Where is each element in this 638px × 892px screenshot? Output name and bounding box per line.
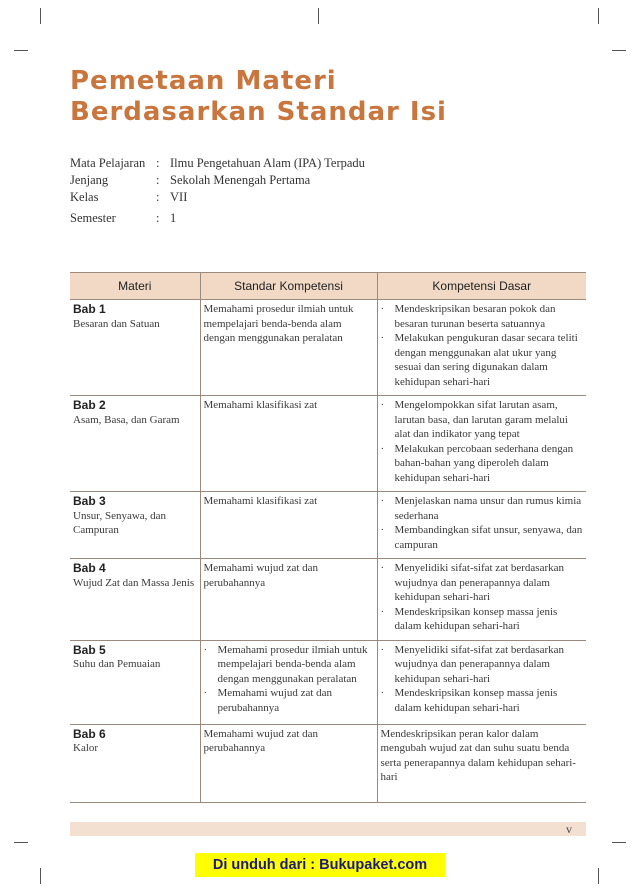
- bullet: ·: [380, 303, 385, 315]
- info-separator: :: [156, 173, 160, 187]
- kd-item: [381, 442, 584, 486]
- kd-text: Menyelidiki sifat-sifat zat berdasarkan wujudnya dan penerapannya dalam kehidupan sehari-hari: [394, 562, 565, 603]
- bullet: ·: [380, 399, 385, 411]
- bullet: ·: [380, 524, 385, 536]
- crop-mark: [14, 50, 28, 51]
- materi-cell: [70, 724, 200, 802]
- subject-info: [70, 155, 365, 227]
- page-title: [70, 66, 590, 128]
- kd-item: [381, 398, 584, 442]
- chapter-label: Bab 5: [73, 642, 106, 657]
- info-value: VII: [170, 190, 188, 204]
- kompetensi-dasar-cell: [377, 492, 586, 559]
- kd-item: [381, 331, 584, 389]
- kompetensi-dasar-cell: [377, 724, 586, 802]
- standar-kompetensi-cell: [200, 396, 377, 492]
- crop-mark: [40, 868, 41, 884]
- kd-text: Mendeskripsikan konsep massa jenis dalam kehidupan sehari-hari: [394, 605, 558, 632]
- info-separator: :: [156, 190, 160, 204]
- mapping-table: [70, 272, 586, 803]
- chapter-topic: Wujud Zat dan Massa Jenis: [73, 576, 195, 589]
- chapter-label: Bab 3: [73, 494, 106, 508]
- table-row: [70, 396, 586, 492]
- info-label: Mata Pelajaran: [70, 156, 146, 170]
- crop-mark: [598, 868, 599, 884]
- header-materi: Materi: [70, 273, 200, 300]
- kd-item: [381, 643, 584, 687]
- kd-text: Menyelidiki sifat-sifat zat berdasarkan wujudnya dan penerapannya dalam kehidupan sehari-hari: [394, 643, 565, 685]
- page-title-line: Berdasarkan Standar Isi: [70, 97, 447, 127]
- chapter-topic: Besaran dan Satuan: [73, 317, 160, 330]
- crop-mark: [318, 8, 319, 24]
- standar-kompetensi-cell: [200, 492, 377, 559]
- chapter-topic: Kalor: [73, 742, 99, 754]
- chapter-topic: Asam, Basa, dan Garam: [73, 413, 180, 426]
- kd-item: [381, 494, 584, 523]
- sk-item: [204, 643, 374, 687]
- sk-item: [204, 686, 374, 715]
- info-separator: :: [156, 156, 160, 170]
- bullet: ·: [380, 643, 385, 656]
- standar-kompetensi-cell: [200, 640, 377, 724]
- crop-mark: [598, 8, 599, 24]
- info-label: Jenjang: [70, 173, 109, 187]
- materi-cell: [70, 300, 200, 396]
- materi-cell: [70, 559, 200, 641]
- bullet: ·: [203, 687, 208, 699]
- chapter-label: Bab 1: [73, 302, 106, 316]
- bullet: ·: [380, 605, 385, 618]
- table-row: [70, 300, 586, 396]
- header-kompetensi-dasar: Kompetensi Dasar: [377, 273, 586, 300]
- chapter-label: Bab 2: [73, 398, 106, 412]
- standar-kompetensi-cell: [200, 559, 377, 641]
- info-row: [70, 172, 365, 189]
- sk-text: Memahami wujud zat dan perubahannya: [217, 687, 333, 714]
- info-value: Sekolah Menengah Pertama: [170, 173, 311, 187]
- chapter-topic: Suhu dan Pemuaian: [73, 658, 161, 670]
- page-number: v: [566, 822, 572, 836]
- kd-text: Melakukan percobaan sederhana dengan bahan-bahan yang diperoleh dalam kehidupan sehari-hari: [394, 442, 574, 484]
- bullet: ·: [203, 643, 208, 656]
- materi-cell: [70, 492, 200, 559]
- kd-text: Mendeskripsikan konsep massa jenis dalam kehidupan sehari-hari: [394, 687, 558, 714]
- chapter-topic: Unsur, Senyawa, dan Campuran: [73, 509, 167, 536]
- table-row: [70, 492, 586, 559]
- download-source-banner: Di unduh dari : Bukupaket.com: [195, 853, 445, 877]
- chapter-label: Bab 4: [73, 561, 106, 575]
- sk-text: Memahami prosedur ilmiah untuk mempelajari benda-benda alam dengan menggunakan peralatan: [203, 303, 354, 344]
- info-row: [70, 189, 365, 206]
- kd-text: Mengelompokkan sifat larutan asam, larutan basa, dan larutan garam melalui alat dan indikator yang tepat: [394, 399, 568, 440]
- sk-text: Memahami wujud zat dan perubahannya: [203, 562, 319, 589]
- info-row: [70, 210, 365, 227]
- kd-item: [381, 302, 584, 331]
- page-number-bar: [70, 822, 586, 836]
- kd-item: [381, 561, 584, 605]
- sk-text: Memahami wujud zat dan perubahannya: [203, 727, 319, 754]
- kd-item: [381, 523, 584, 552]
- info-value: Ilmu Pengetahuan Alam (IPA) Terpadu: [170, 156, 365, 170]
- table-row: [70, 640, 586, 724]
- kd-text: Mendeskripsikan besaran pokok dan besaran turunan beserta satuannya: [394, 303, 556, 330]
- bullet: ·: [380, 687, 385, 699]
- kd-text: Menjelaskan nama unsur dan rumus kimia sederhana: [394, 495, 582, 522]
- sk-text: Memahami klasifikasi zat: [203, 399, 318, 411]
- materi-cell: [70, 640, 200, 724]
- table-header-row: [70, 273, 586, 300]
- table-row: [70, 559, 586, 641]
- standar-kompetensi-cell: [200, 724, 377, 802]
- materi-cell: [70, 396, 200, 492]
- sk-text: Memahami klasifikasi zat: [203, 495, 318, 507]
- chapter-label: Bab 6: [73, 726, 106, 741]
- info-separator: :: [156, 211, 160, 225]
- header-standar-kompetensi: Standar Kompetensi: [200, 273, 377, 300]
- kd-text: Melakukan pengukuran dasar secara teliti dengan menggunakan alat ukur yang sesuai dan sering digunakan dalam kehidupan sehari-hari: [394, 332, 578, 388]
- sk-text: Memahami prosedur ilmiah untuk mempelajari benda-benda alam dengan menggunakan peralatan: [217, 643, 368, 685]
- kompetensi-dasar-cell: [377, 300, 586, 396]
- kd-text: Mendeskripsikan peran kalor dalam mengubah wujud zat dan suhu suatu benda serta penerapannya dalam kehidupan sehari-hari: [380, 727, 576, 783]
- kd-text: Membandingkan sifat unsur, senyawa, dan campuran: [394, 524, 583, 551]
- standar-kompetensi-cell: [200, 300, 377, 396]
- bullet: ·: [380, 495, 385, 507]
- info-label: Semester: [70, 211, 116, 225]
- info-label: Kelas: [70, 190, 99, 204]
- page-title-line: Pemetaan Materi: [70, 66, 337, 96]
- bullet: ·: [380, 442, 385, 455]
- bullet: ·: [380, 562, 385, 574]
- info-row: [70, 155, 365, 172]
- bullet: ·: [380, 332, 385, 344]
- crop-mark: [612, 50, 626, 51]
- kompetensi-dasar-cell: [377, 559, 586, 641]
- kd-item: [381, 605, 584, 634]
- table-row: [70, 724, 586, 802]
- kompetensi-dasar-cell: [377, 396, 586, 492]
- crop-mark: [612, 842, 626, 843]
- crop-mark: [40, 8, 41, 24]
- crop-mark: [14, 842, 28, 843]
- kompetensi-dasar-cell: [377, 640, 586, 724]
- kd-item: [381, 686, 584, 715]
- info-value: 1: [170, 211, 177, 225]
